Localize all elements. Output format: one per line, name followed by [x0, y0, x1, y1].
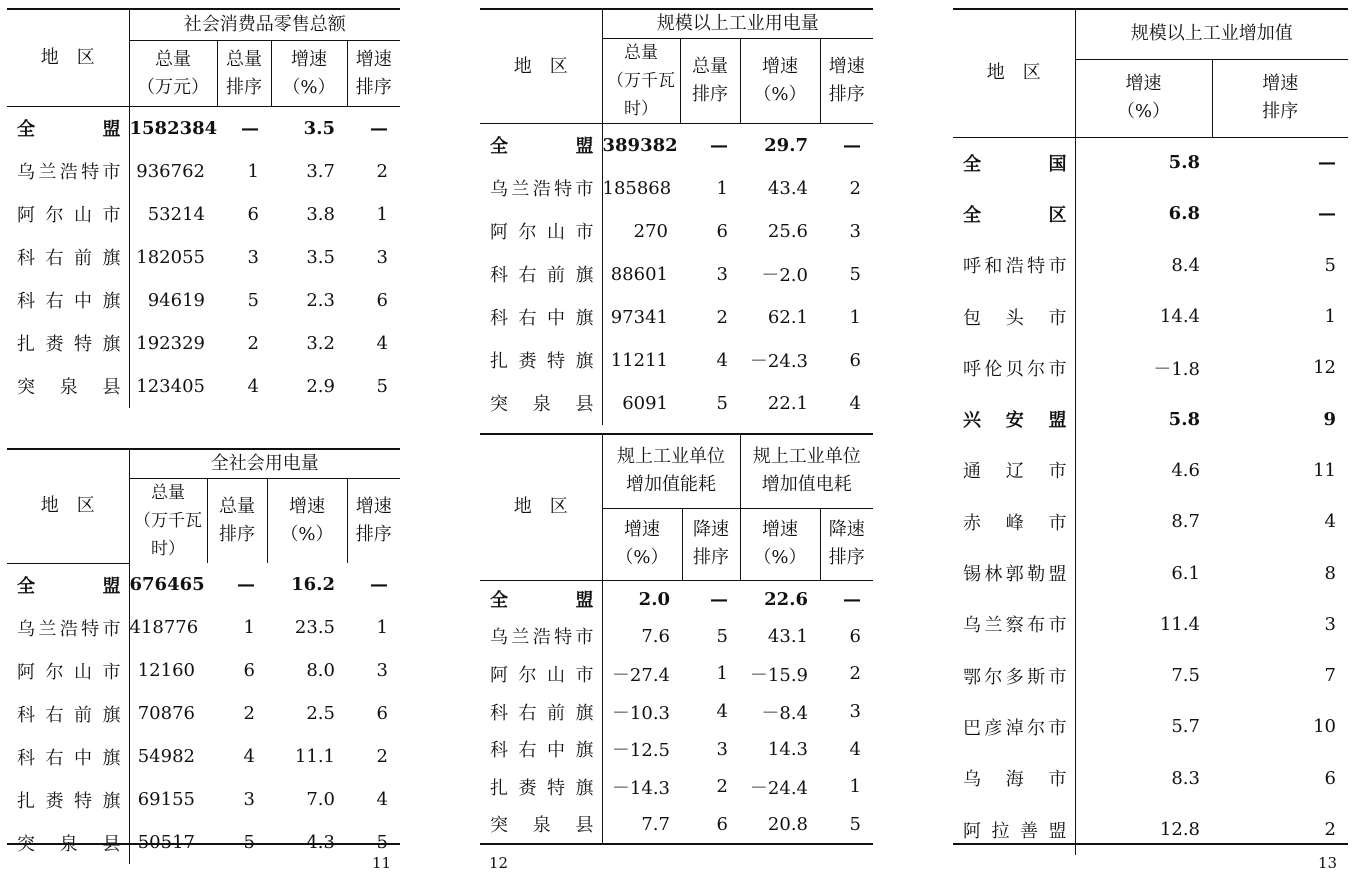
region-cell: 科右中旗	[480, 730, 602, 768]
region-cell: 阿尔山市	[480, 655, 602, 693]
value-cell: 7.5	[1171, 665, 1200, 687]
value-cell: 4.3	[306, 832, 335, 853]
region-cell: 扎赉特旗	[7, 322, 129, 365]
region-cell: 突泉县	[480, 382, 602, 425]
value-cell: －2.0	[761, 265, 808, 286]
value-cell: －10.3	[611, 702, 670, 724]
table-row	[480, 768, 873, 806]
value-cell: 2.9	[306, 375, 335, 397]
value-cell: 3.8	[306, 203, 335, 225]
value-cell: 192329	[136, 332, 205, 354]
value-cell: 123405	[136, 375, 205, 397]
table-title: 社会消费品零售总额	[129, 9, 400, 41]
value-cell: 16.2	[291, 574, 335, 595]
region-cell: 全 盟	[7, 563, 129, 606]
value-cell: 22.6	[764, 588, 808, 610]
value-cell: 7.6	[641, 625, 670, 647]
table-row	[7, 365, 400, 408]
region-cell: 全 盟	[480, 124, 602, 167]
value-cell: 3	[849, 220, 861, 242]
value-cell: 4	[1324, 511, 1336, 533]
value-cell: 1	[716, 663, 728, 685]
value-cell: 4	[716, 701, 728, 723]
table-row	[480, 730, 873, 768]
col-energy-growth-header: 增速 （%）	[602, 508, 682, 580]
value-cell: 3.5	[303, 117, 335, 139]
bottom-rule	[7, 843, 400, 845]
page-number-right: 13	[1318, 854, 1338, 872]
value-cell: 8.0	[306, 660, 335, 681]
col-growth-rank-header: 增速 排序	[347, 41, 400, 107]
value-cell: 12160	[137, 660, 195, 681]
value-cell: 2	[376, 746, 388, 767]
table-row	[480, 296, 873, 339]
value-cell: 6	[849, 625, 861, 647]
col-total-header: 总量 （万千瓦时）	[129, 479, 207, 564]
energy-consumption-table	[480, 433, 873, 843]
value-cell: 7.0	[306, 789, 335, 810]
value-cell: 1	[716, 177, 728, 199]
region-header: 地 区	[7, 449, 129, 563]
value-cell: 12.8	[1159, 819, 1200, 840]
value-cell: 5	[1324, 254, 1336, 276]
value-cell: 2.0	[638, 588, 670, 610]
table-row	[7, 778, 400, 821]
value-cell: 6091	[622, 392, 668, 414]
value-cell: 2	[849, 177, 861, 199]
value-cell: —	[370, 574, 388, 595]
value-cell: 1	[247, 160, 259, 182]
value-cell: 5	[849, 263, 861, 285]
value-cell: 4	[376, 789, 388, 810]
value-cell: 7	[1324, 665, 1336, 687]
region-cell: 科右前旗	[480, 253, 602, 296]
value-cell: 5	[849, 813, 861, 835]
value-cell: 6	[243, 660, 255, 681]
value-cell: 2	[376, 160, 388, 182]
value-cell: 5	[716, 392, 728, 414]
table-row	[7, 322, 400, 365]
region-cell: 乌兰浩特市	[480, 167, 602, 210]
table-row	[953, 393, 1348, 444]
value-cell: 11	[1313, 459, 1336, 481]
table-row	[953, 547, 1348, 598]
col-total-rank-header: 总量 排序	[680, 39, 740, 124]
value-cell: 5	[247, 289, 259, 311]
industrial-power-table	[480, 8, 873, 425]
table-title: 规模以上工业用电量	[602, 9, 873, 39]
region-cell: 科右前旗	[480, 693, 602, 731]
value-cell: －1.8	[1153, 358, 1200, 380]
value-cell: 3.2	[306, 332, 335, 354]
value-cell: 6	[376, 289, 388, 311]
value-cell: 43.4	[767, 177, 808, 199]
table-row	[953, 342, 1348, 393]
value-cell: 389382	[602, 134, 678, 156]
value-cell: 270	[633, 220, 668, 242]
region-cell: 突泉县	[480, 806, 602, 844]
value-cell: —	[710, 588, 728, 610]
table-row	[953, 599, 1348, 650]
col-total-rank-header: 总量 排序	[217, 41, 271, 107]
col-growth-rank-header: 增速 排序	[1212, 59, 1348, 137]
value-cell: 20.8	[767, 813, 808, 835]
value-cell: －15.9	[749, 664, 808, 686]
table-row	[480, 580, 873, 618]
table-row	[953, 188, 1348, 239]
table-row	[7, 107, 400, 150]
table-row	[480, 382, 873, 425]
value-cell: －12.5	[611, 740, 670, 762]
value-cell: 5.8	[1168, 152, 1200, 174]
value-cell: 4	[247, 375, 259, 397]
table-row	[7, 236, 400, 279]
region-cell: 包头市	[953, 291, 1075, 342]
value-cell: 94619	[147, 289, 205, 311]
value-cell: 5	[376, 375, 388, 397]
energy-title: 规上工业单位 增加值能耗	[602, 434, 740, 508]
value-cell: 4	[376, 332, 388, 354]
value-cell: 3	[716, 263, 728, 285]
page-number-middle: 12	[489, 854, 509, 872]
col-energy-rank-header: 降速 排序	[682, 508, 740, 580]
region-cell: 科右前旗	[7, 692, 129, 735]
table-row	[7, 563, 400, 606]
region-cell: 巴彦淖尔市	[953, 701, 1075, 752]
value-cell: 1	[849, 306, 861, 328]
power-consumption-table	[7, 448, 400, 864]
col-growth-header: 增速 （%）	[740, 39, 820, 124]
table-row	[953, 137, 1348, 188]
value-cell: 11211	[610, 349, 668, 371]
col-total-rank-header: 总量 排序	[207, 479, 267, 564]
region-cell: 乌兰浩特市	[7, 150, 129, 193]
region-cell: 乌兰察布市	[953, 599, 1075, 650]
table-row	[7, 150, 400, 193]
value-cell: 3	[376, 660, 388, 681]
table-row	[480, 693, 873, 731]
value-cell: 9	[1323, 408, 1336, 430]
table-row	[480, 210, 873, 253]
region-cell: 乌兰浩特市	[480, 618, 602, 656]
table-row	[953, 496, 1348, 547]
value-cell: 3	[243, 789, 255, 810]
industrial-value-added-table	[953, 8, 1348, 855]
col-growth-header: 增速 （%）	[267, 479, 347, 564]
value-cell: 3.5	[306, 246, 335, 268]
value-cell: 2	[716, 776, 728, 798]
value-cell: 2.3	[306, 289, 335, 311]
value-cell: 4.6	[1171, 459, 1200, 481]
value-cell: 23.5	[294, 617, 335, 638]
region-cell: 扎赉特旗	[480, 768, 602, 806]
col-total-header: 总量 （万千瓦时）	[602, 39, 680, 124]
value-cell: 6.1	[1171, 562, 1200, 584]
table-row	[480, 806, 873, 844]
value-added-rows	[953, 137, 1348, 855]
value-cell: 1	[376, 203, 388, 225]
table-row	[7, 692, 400, 735]
table-row	[480, 339, 873, 382]
value-cell: 3	[849, 701, 861, 723]
value-cell: 10	[1313, 716, 1336, 738]
value-cell: —	[370, 117, 388, 139]
value-cell: 5.7	[1171, 716, 1200, 738]
value-cell: 1	[849, 776, 861, 798]
value-cell: 8.7	[1171, 511, 1200, 533]
region-header: 地 区	[7, 9, 129, 107]
value-cell: 5	[376, 832, 388, 853]
value-cell: 2.5	[306, 703, 335, 724]
value-cell: 6	[716, 220, 728, 242]
value-cell: 2	[716, 306, 728, 328]
bottom-rule	[480, 843, 873, 845]
value-cell: 6	[376, 703, 388, 724]
region-cell: 呼和浩特市	[953, 240, 1075, 291]
table-row	[480, 167, 873, 210]
region-cell: 阿尔山市	[7, 649, 129, 692]
region-cell: 突泉县	[7, 821, 129, 864]
value-cell: —	[1318, 152, 1336, 174]
col-elec-growth-header: 增速 （%）	[740, 508, 820, 580]
region-cell: 全 盟	[7, 107, 129, 150]
value-cell: 3	[376, 246, 388, 268]
table-row	[480, 618, 873, 656]
power-rows	[7, 563, 400, 864]
value-cell: 50517	[137, 832, 195, 853]
region-cell: 乌兰浩特市	[7, 606, 129, 649]
region-cell: 赤峰市	[953, 496, 1075, 547]
col-elec-rank-header: 降速 排序	[820, 508, 873, 580]
region-cell: 科右中旗	[7, 279, 129, 322]
value-cell: 676465	[129, 574, 205, 595]
region-cell: 科右前旗	[7, 236, 129, 279]
value-cell: —	[241, 117, 259, 139]
table-row	[7, 735, 400, 778]
value-cell: 185868	[602, 177, 672, 199]
value-cell: 1	[1324, 306, 1336, 328]
region-header: 地 区	[480, 9, 602, 124]
col-growth-rank-header: 增速 排序	[355, 496, 392, 545]
col-growth-header: 增速 （%）	[1075, 59, 1212, 137]
bottom-rule	[953, 843, 1348, 845]
value-cell: 2	[243, 703, 255, 724]
value-cell: 29.7	[764, 134, 808, 156]
value-cell: 12	[1313, 357, 1336, 379]
value-cell: 3	[247, 246, 259, 268]
col-growth-header: 增速 （%）	[271, 41, 347, 107]
table-title: 规模以上工业增加值	[1075, 9, 1348, 59]
region-cell: 扎赉特旗	[480, 339, 602, 382]
value-cell: 5	[716, 625, 728, 647]
value-cell: —	[1318, 203, 1336, 225]
table-row	[7, 606, 400, 649]
value-cell: 2	[247, 332, 259, 354]
value-cell: 3.7	[306, 160, 335, 182]
region-cell: 阿尔山市	[480, 210, 602, 253]
value-cell: 70876	[137, 703, 195, 724]
value-cell: 8	[1324, 562, 1336, 584]
value-cell: 1	[243, 617, 255, 638]
value-cell: －27.4	[611, 664, 670, 686]
industrial-power-rows	[480, 124, 873, 425]
region-cell: 科右中旗	[7, 735, 129, 778]
table-row	[953, 753, 1348, 804]
value-cell: 14.3	[767, 738, 808, 760]
electricity-title: 规上工业单位 增加值电耗	[740, 434, 873, 508]
table-row	[953, 240, 1348, 291]
value-cell: 8.4	[1171, 254, 1200, 276]
value-cell: 6	[849, 349, 861, 371]
table-row	[7, 193, 400, 236]
table-row	[953, 291, 1348, 342]
region-cell: 通辽市	[953, 445, 1075, 496]
value-cell: —	[843, 588, 861, 610]
value-cell: 4	[243, 746, 255, 767]
value-cell: —	[237, 574, 255, 595]
value-cell: 6.8	[1168, 203, 1200, 225]
table-title: 全社会用电量	[129, 449, 400, 479]
value-cell: 11.1	[294, 746, 335, 767]
value-cell: 97341	[610, 306, 668, 328]
value-cell: 6	[247, 203, 259, 225]
region-cell: 扎赉特旗	[7, 778, 129, 821]
table-row	[7, 279, 400, 322]
value-cell: 53214	[147, 203, 205, 225]
region-cell: 阿尔山市	[7, 193, 129, 236]
value-cell: 8.3	[1171, 767, 1200, 789]
value-cell: 182055	[136, 246, 205, 268]
value-cell: －24.4	[749, 777, 808, 799]
region-cell: 阿拉善盟	[953, 804, 1075, 855]
value-cell: 11.4	[1159, 613, 1200, 635]
region-header: 地 区	[953, 9, 1075, 137]
value-cell: 2	[849, 663, 861, 685]
value-cell: 25.6	[767, 220, 808, 242]
value-cell: 418776	[129, 617, 199, 638]
col-total-header: 总量 （万元）	[129, 41, 217, 107]
region-cell: 呼伦贝尔市	[953, 342, 1075, 393]
value-cell: 22.1	[767, 392, 808, 414]
value-cell: 54982	[137, 746, 195, 767]
region-cell: 乌海市	[953, 753, 1075, 804]
value-cell: 4	[716, 349, 728, 371]
energy-rows	[480, 580, 873, 843]
region-cell: 科右中旗	[480, 296, 602, 339]
value-cell: 14.4	[1159, 306, 1200, 328]
table-row	[953, 701, 1348, 752]
table-row	[953, 650, 1348, 701]
table-row	[480, 124, 873, 167]
table-row	[7, 649, 400, 692]
value-cell: 936762	[136, 160, 205, 182]
value-cell: 3	[716, 738, 728, 760]
table-row	[480, 253, 873, 296]
value-cell: 3	[1324, 613, 1336, 635]
value-cell: —	[710, 134, 728, 156]
region-cell: 全 国	[953, 137, 1075, 188]
value-cell: －24.3	[749, 351, 808, 372]
value-cell: 1582384	[129, 117, 218, 139]
value-cell: 6	[1324, 767, 1336, 789]
value-cell: 62.1	[767, 306, 808, 328]
region-cell: 锡林郭勒盟	[953, 547, 1075, 598]
value-cell: 43.1	[767, 625, 808, 647]
value-cell: －14.3	[611, 777, 670, 799]
value-cell: 2	[1324, 819, 1336, 840]
retail-rows	[7, 107, 400, 408]
table-row	[953, 445, 1348, 496]
retail-sales-table	[7, 8, 400, 408]
page-number-left: 11	[372, 854, 392, 872]
table-row	[480, 655, 873, 693]
value-cell: 5.8	[1168, 408, 1200, 430]
value-cell: 7.7	[641, 813, 670, 835]
value-cell: 6	[716, 813, 728, 835]
region-cell: 鄂尔多斯市	[953, 650, 1075, 701]
value-cell: 4	[849, 392, 861, 414]
value-cell: —	[843, 134, 861, 156]
table-row	[953, 804, 1348, 855]
region-cell: 全 盟	[480, 580, 602, 618]
region-cell: 突泉县	[7, 365, 129, 408]
value-cell: 5	[243, 832, 255, 853]
value-cell: 88601	[610, 263, 668, 285]
value-cell: 1	[376, 617, 388, 638]
value-cell: 4	[849, 738, 861, 760]
col-growth-rank-header: 增速 排序	[820, 39, 873, 124]
value-cell: 69155	[137, 789, 195, 810]
region-cell: 兴安盟	[953, 393, 1075, 444]
region-header: 地 区	[480, 434, 602, 580]
value-cell: －8.4	[761, 702, 808, 724]
region-cell: 全 区	[953, 188, 1075, 239]
